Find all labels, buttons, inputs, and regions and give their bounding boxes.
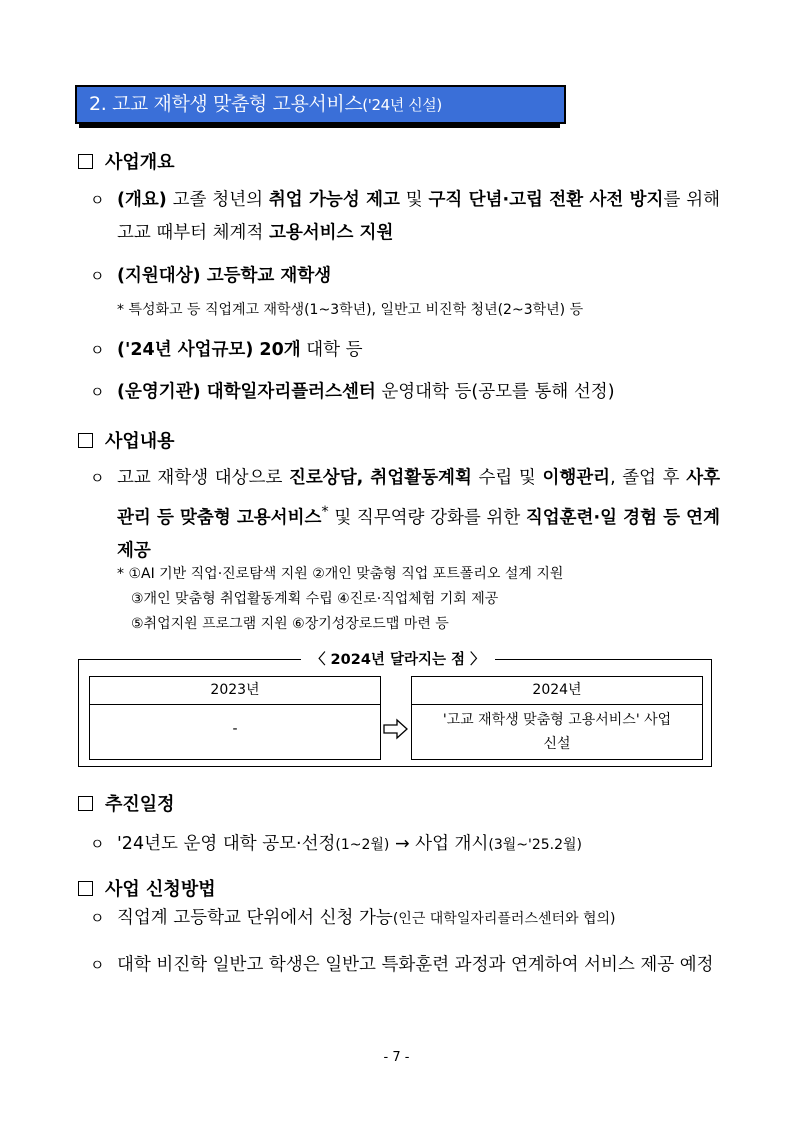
square-bullet-icon <box>78 796 93 811</box>
item-label: (지원대상) 고등학교 재학생 <box>117 266 332 286</box>
heading-text: 사업 신청방법 <box>105 879 216 900</box>
circle-bullet-icon: ㅇ <box>90 341 105 359</box>
content-note-2: ③개인 맞춤형 취업활동계획 수립 ④진로·직업체험 기회 제공 <box>131 591 499 607</box>
item-text: ('24년 사업규모) 20개 대학 등 <box>117 340 363 360</box>
title-box <box>75 85 566 124</box>
circle-bullet-icon: ㅇ <box>90 835 105 853</box>
item-text: '24년도 운영 대학 공모·선정(1~2월) → 사업 개시(3월~'25.2월) <box>117 834 583 854</box>
item-label: (운영기관) 대학일자리플러스센터 <box>117 382 376 402</box>
item-label: (개요) <box>117 190 167 210</box>
item-text: 직업계 고등학교 단위에서 신청 가능(인근 대학일자리플러스센터와 협의) <box>117 908 616 928</box>
heading-overview <box>78 148 175 174</box>
item-label: ('24년 사업규모) 20개 <box>117 340 301 360</box>
heading-text: 추진일정 <box>105 794 175 815</box>
heading-text: 사업개요 <box>105 152 175 173</box>
item-text: (운영기관) 대학일자리플러스센터 운영대학 등(공모를 통해 선정) <box>117 382 615 402</box>
square-bullet-icon <box>78 881 93 896</box>
item-text: 고교 재학생 대상으로 진로상담, 취업활동계획 수립 및 이행관리, 졸업 후 사후관리 등 맞춤형 고용서비스* 및 직무역량 강화를 위한 직업훈련·일 경험 등 연계 제공 <box>117 468 721 561</box>
cell-body-2023: - <box>232 721 238 737</box>
heading-schedule <box>78 790 175 816</box>
apply-item-1 <box>90 902 720 936</box>
heading-apply <box>78 875 216 901</box>
comparison-title: 〈 2024년 달라지는 점 〉 <box>301 648 495 669</box>
heading-content <box>78 427 175 453</box>
overview-item-2 <box>90 260 720 293</box>
apply-item-2 <box>90 949 720 982</box>
cell-head-2024: 2024년 <box>412 677 702 705</box>
square-bullet-icon <box>78 433 93 448</box>
circle-bullet-icon: ㅇ <box>90 267 105 285</box>
circle-bullet-icon: ㅇ <box>90 191 105 209</box>
title-paren: ('24년 신설) <box>362 96 442 114</box>
item-text: (개요) 고졸 청년의 취업 가능성 제고 및 구직 단념·고립 전환 사전 방지를 위해 고교 때부터 체계적 고용서비스 지원 <box>117 190 721 243</box>
overview-item-1 <box>90 184 720 250</box>
overview-item-4 <box>90 376 720 409</box>
cell-body-2024 <box>412 705 702 756</box>
circle-bullet-icon: ㅇ <box>90 383 105 401</box>
item-text <box>117 260 720 293</box>
schedule-item <box>90 828 720 862</box>
circle-bullet-icon: ㅇ <box>90 469 105 487</box>
heading-text: 사업내용 <box>105 431 175 452</box>
title-main: 2. 고교 재학생 맞춤형 고용서비스 <box>89 93 363 115</box>
overview-item-3 <box>90 334 720 367</box>
page-number: - 7 - <box>383 1050 410 1065</box>
cell-body-line-2: 신설 <box>543 736 571 752</box>
cell-body-line-1: '고교 재학생 맞춤형 고용서비스' 사업 <box>442 712 672 728</box>
cell-2024 <box>411 676 703 760</box>
circle-bullet-icon: ㅇ <box>90 956 105 974</box>
comparison-box <box>78 652 712 767</box>
content-note-3: ⑤취업지원 프로그램 지원 ⑥장기성장로드맵 마련 등 <box>131 616 449 632</box>
right-arrow-icon <box>383 718 409 740</box>
content-note-1: * ①AI 기반 직업·진로탐색 지원 ②개인 맞춤형 직업 포트폴리오 설계 지원 <box>117 566 564 582</box>
circle-bullet-icon: ㅇ <box>90 909 105 927</box>
target-note: * 특성화고 등 직업계고 재학생(1~3학년), 일반고 비진학 청년(2~3학년) 등 <box>117 302 584 318</box>
cell-2023 <box>89 676 381 760</box>
square-bullet-icon <box>78 154 93 169</box>
item-text: 대학 비진학 일반고 학생은 일반고 특화훈련 과정과 연계하여 서비스 제공 예정 <box>117 955 714 975</box>
section-title <box>75 85 566 124</box>
cell-head-2023: 2023년 <box>90 677 380 705</box>
content-item <box>90 462 720 568</box>
